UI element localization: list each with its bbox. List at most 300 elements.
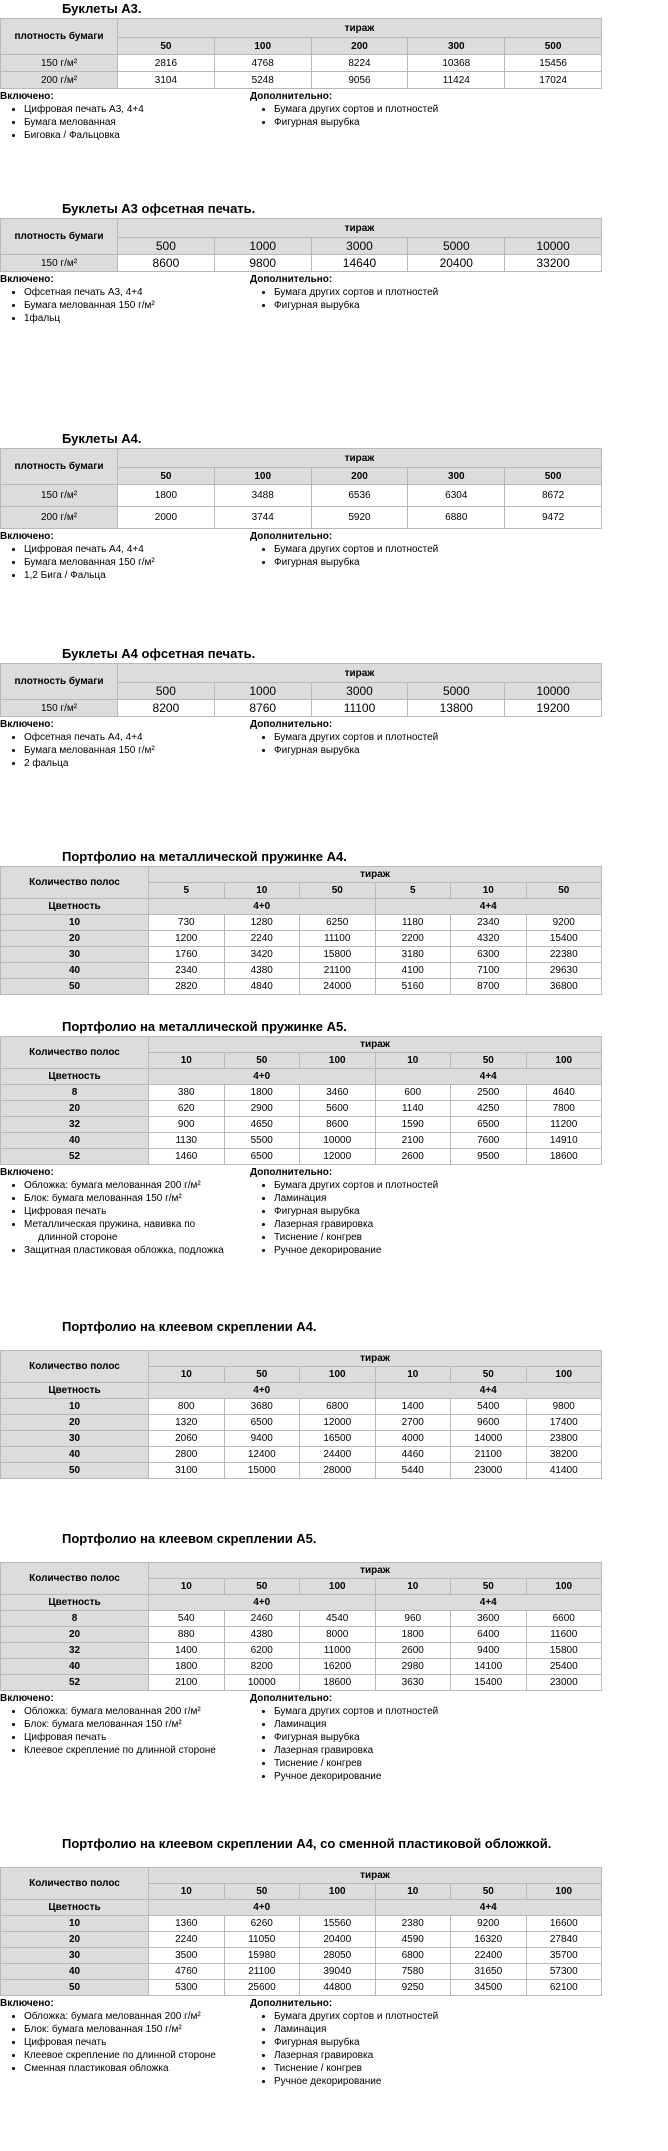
additional-heading: Дополнительно: [250,91,333,102]
price-cell: 2240 [149,1932,225,1948]
tirazh-value: 100 [300,1579,376,1595]
price-cell: 41400 [526,1463,602,1479]
row-label: 20 [1,1101,149,1117]
price-cell: 6536 [311,485,408,507]
tirazh-header: тираж [149,1351,602,1367]
price-cell: 1800 [149,1659,225,1675]
options-block [0,1997,602,2088]
price-cell: 11200 [526,1117,602,1133]
price-cell: 6400 [451,1627,527,1643]
row-label: 20 [1,931,149,947]
price-cell: 15456 [505,55,602,72]
additional-heading: Дополнительно: [250,274,333,285]
included-heading: Включено: [0,274,54,285]
list-item: • Клеевое скрепление по длинной стороне [24,2049,250,2062]
price-cell: 6500 [451,1117,527,1133]
tirazh-value: 100 [300,1367,376,1383]
price-cell: 1130 [149,1133,225,1149]
section-title: Портфолио на металлической пружинке А4. [62,849,347,864]
table-row [1,1085,602,1101]
row-label: 40 [1,1659,149,1675]
price-cell: 4760 [149,1964,225,1980]
price-cell: 44800 [300,1980,376,1996]
price-cell: 2380 [375,1916,451,1932]
price-cell: 9250 [375,1980,451,1996]
price-cell: 20400 [300,1932,376,1948]
tirazh-value: 10 [375,1053,451,1069]
price-cell: 6250 [300,915,376,931]
tirazh-value: 10 [149,1579,225,1595]
section-portfolio-glue-a4-plastic [0,1835,602,2088]
price-cell: 3100 [149,1463,225,1479]
price-cell: 27840 [526,1932,602,1948]
price-cell: 6600 [526,1611,602,1627]
price-cell: 4840 [224,979,300,995]
price-cell: 10000 [224,1675,300,1691]
tirazh-value: 50 [224,1884,300,1900]
price-cell: 900 [149,1117,225,1133]
price-cell: 11050 [224,1932,300,1948]
price-cell: 4540 [300,1611,376,1627]
color-4-0: 4+0 [149,1595,376,1611]
section-title: Буклеты А4 офсетная печать. [62,646,256,661]
price-cell: 540 [149,1611,225,1627]
price-cell: 2340 [451,915,527,931]
color-4-4: 4+4 [375,1900,602,1916]
density-header: плотность бумаги [1,219,118,255]
density-header: плотность бумаги [1,19,118,55]
tirazh-value: 100 [526,1053,602,1069]
options-block [0,1166,602,1257]
price-cell: 2460 [224,1611,300,1627]
price-cell: 9400 [451,1643,527,1659]
price-cell: 9200 [526,915,602,931]
additional-heading: Дополнительно: [250,1998,333,2009]
tirazh-value: 500 [505,468,602,485]
price-cell: 15560 [300,1916,376,1932]
price-cell: 600 [375,1085,451,1101]
price-cell: 3744 [214,507,311,529]
row-label: 32 [1,1643,149,1659]
price-cell: 21100 [224,1964,300,1980]
price-cell: 3420 [224,947,300,963]
options-block [0,90,602,142]
price-cell: 34500 [451,1980,527,1996]
list-item: • Обложка: бумага мелованная 200 г/м² [24,1705,250,1718]
table-row [1,1399,602,1415]
price-cell: 28050 [300,1948,376,1964]
row-label: 40 [1,1133,149,1149]
list-item: • Ручное декорирование [274,2075,550,2088]
list-item: • Цифровая печать [24,2036,250,2049]
list-item: • Бумага других сортов и плотностей [274,543,550,556]
price-cell: 6304 [408,485,505,507]
price-cell: 1320 [149,1415,225,1431]
price-cell: 5920 [311,507,408,529]
list-item: • Лазерная гравировка [274,2049,550,2062]
price-cell: 39040 [300,1964,376,1980]
price-cell: 12000 [300,1149,376,1165]
tirazh-value: 300 [408,38,505,55]
price-cell: 29630 [526,963,602,979]
tirazh-value: 200 [311,38,408,55]
price-cell: 4000 [375,1431,451,1447]
additional-heading: Дополнительно: [250,1693,333,1704]
tirazh-value: 5000 [408,683,505,700]
table-row [1,1447,602,1463]
tirazh-value: 10 [224,883,300,899]
tirazh-value: 50 [118,468,215,485]
list-item: • Лазерная гравировка [274,1744,550,1757]
price-cell: 19200 [505,700,602,717]
section-title: Портфолио на клеевом скреплении А4, со сменной пластиковой обложкой. [62,1836,552,1851]
included-heading: Включено: [0,531,54,542]
table-row [1,1980,602,1996]
price-cell: 10368 [408,55,505,72]
tirazh-header: тираж [149,867,602,883]
price-table [0,1036,602,1165]
row-label: 20 [1,1627,149,1643]
price-cell: 2100 [149,1675,225,1691]
price-cell: 23800 [526,1431,602,1447]
list-item: • Бумага мелованная [24,116,250,129]
price-cell: 6800 [375,1948,451,1964]
color-4-4: 4+4 [375,1383,602,1399]
price-cell: 3460 [300,1085,376,1101]
included-heading: Включено: [0,1167,54,1178]
table-row [1,55,602,72]
tirazh-value: 10 [375,1884,451,1900]
price-table [0,1350,602,1479]
price-cell: 4640 [526,1085,602,1101]
price-cell: 6300 [451,947,527,963]
price-table [0,866,602,995]
row-label: 40 [1,1447,149,1463]
price-cell: 15980 [224,1948,300,1964]
tirazh-value: 500 [118,238,215,255]
price-cell: 1140 [375,1101,451,1117]
table-row [1,72,602,89]
table-row [1,1675,602,1691]
color-header: Цветность [1,1383,149,1399]
color-4-4: 4+4 [375,1069,602,1085]
list-item: • Фигурная вырубка [274,299,550,312]
price-cell: 1590 [375,1117,451,1133]
color-4-0: 4+0 [149,1069,376,1085]
price-table [0,1867,602,1996]
row-label: 50 [1,1463,149,1479]
price-cell: 4768 [214,55,311,72]
price-cell: 8760 [214,700,311,717]
price-cell: 14910 [526,1133,602,1149]
list-item: • Обложка: бумага мелованная 200 г/м² [24,2010,250,2023]
table-row [1,1916,602,1932]
row-label: 10 [1,1916,149,1932]
price-cell: 11424 [408,72,505,89]
price-cell: 15400 [451,1675,527,1691]
price-cell: 1200 [149,931,225,947]
row-label: 52 [1,1675,149,1691]
price-cell: 9800 [214,255,311,272]
tirazh-value: 10 [451,883,527,899]
price-cell: 4650 [224,1117,300,1133]
tirazh-header: тираж [118,219,602,238]
tirazh-value: 100 [300,1053,376,1069]
list-item: • Блок: бумага мелованная 150 г/м² [24,1718,250,1731]
price-cell: 13800 [408,700,505,717]
color-4-4: 4+4 [375,899,602,915]
table-row [1,979,602,995]
price-cell: 35700 [526,1948,602,1964]
tirazh-value: 100 [214,468,311,485]
tirazh-header: тираж [149,1868,602,1884]
price-cell: 7600 [451,1133,527,1149]
list-item: • Фигурная вырубка [274,744,550,757]
section-title: Буклеты А4. [62,431,142,446]
list-item: • Фигурная вырубка [274,116,550,129]
price-cell: 2500 [451,1085,527,1101]
price-cell: 18600 [526,1149,602,1165]
tirazh-header: тираж [118,449,602,468]
list-item: • Цифровая печать [24,1205,250,1218]
tirazh-value: 300 [408,468,505,485]
table-row [1,1643,602,1659]
price-cell: 6500 [224,1415,300,1431]
list-item: • Обложка: бумага мелованная 200 г/м² [24,1179,250,1192]
price-cell: 3680 [224,1399,300,1415]
table-row [1,1932,602,1948]
price-cell: 1280 [224,915,300,931]
section-title: Буклеты А3 офсетная печать. [62,201,256,216]
row-label: 150 г/м² [1,700,118,717]
table-row [1,1659,602,1675]
tirazh-value: 10 [149,1884,225,1900]
section-title: Портфолио на металлической пружинке А5. [62,1019,347,1034]
tirazh-value: 10 [375,1367,451,1383]
row-label: 20 [1,1415,149,1431]
section-title: Портфолио на клеевом скреплении А4. [62,1319,317,1334]
price-table [0,18,602,89]
list-item: • Клеевое скрепление по длинной стороне [24,1744,250,1757]
price-cell: 380 [149,1085,225,1101]
price-cell: 8200 [224,1659,300,1675]
table-row [1,507,602,529]
price-cell: 33200 [505,255,602,272]
tirazh-value: 500 [505,38,602,55]
price-cell: 2340 [149,963,225,979]
price-cell: 36800 [526,979,602,995]
row-label: 10 [1,915,149,931]
list-item: • Блок: бумага мелованная 150 г/м² [24,2023,250,2036]
price-table [0,448,602,529]
list-item: • Металлическая пружина, навивка по [24,1218,250,1231]
price-cell: 2816 [118,55,215,72]
price-cell: 2600 [375,1149,451,1165]
price-cell: 15000 [224,1463,300,1479]
price-cell: 11100 [311,700,408,717]
tirazh-value: 10 [149,1367,225,1383]
table-row [1,485,602,507]
price-cell: 3600 [451,1611,527,1627]
table-row [1,1133,602,1149]
price-cell: 16320 [451,1932,527,1948]
table-row [1,1149,602,1165]
table-row [1,931,602,947]
list-item: • Цифровая печать [24,1731,250,1744]
price-cell: 4250 [451,1101,527,1117]
price-cell: 5500 [224,1133,300,1149]
color-4-0: 4+0 [149,1900,376,1916]
row-label: 8 [1,1611,149,1627]
price-cell: 8000 [300,1627,376,1643]
price-table [0,218,602,272]
price-cell: 23000 [526,1675,602,1691]
tirazh-value: 50 [451,1367,527,1383]
list-item: • Ручное декорирование [274,1244,550,1257]
tirazh-value: 1000 [214,238,311,255]
price-cell: 620 [149,1101,225,1117]
list-item: • Тиснение / конгрев [274,1231,550,1244]
color-header: Цветность [1,899,149,915]
list-item: • Бумага мелованная 150 г/м² [24,299,250,312]
price-cell: 2700 [375,1415,451,1431]
list-item: • Блок: бумага мелованная 150 г/м² [24,1192,250,1205]
tirazh-value: 50 [451,1884,527,1900]
section-booklet-a4-offset [0,645,602,770]
price-cell: 9600 [451,1415,527,1431]
color-header: Цветность [1,1069,149,1085]
tirazh-value: 50 [451,1053,527,1069]
table-row [1,1463,602,1479]
row-label: 150 г/м² [1,55,118,72]
price-cell: 7100 [451,963,527,979]
price-cell: 9400 [224,1431,300,1447]
list-item: • Тиснение / конгрев [274,1757,550,1770]
tirazh-value: 100 [526,1884,602,1900]
list-item: • Цифровая печать А3, 4+4 [24,103,250,116]
tirazh-value: 50 [300,883,376,899]
list-item: • Фигурная вырубка [274,1731,550,1744]
price-cell: 11000 [300,1643,376,1659]
price-cell: 2100 [375,1133,451,1149]
count-header: Количество полос [1,1868,149,1900]
list-item: • Ручное декорирование [274,1770,550,1783]
row-label: 200 г/м² [1,507,118,529]
price-cell: 1460 [149,1149,225,1165]
price-cell: 14000 [451,1431,527,1447]
price-cell: 11100 [300,931,376,947]
table-row [1,1431,602,1447]
price-cell: 4590 [375,1932,451,1948]
list-item: • Фигурная вырубка [274,2036,550,2049]
list-item: • 1,2 Бига / Фальца [24,569,250,582]
included-heading: Включено: [0,1998,54,2009]
list-item: • Офсетная печать А3, 4+4 [24,286,250,299]
additional-heading: Дополнительно: [250,1167,333,1178]
price-cell: 2240 [224,931,300,947]
list-item: • Биговка / Фальцовка [24,129,250,142]
row-label: 50 [1,1980,149,1996]
price-cell: 4380 [224,1627,300,1643]
price-cell: 8700 [451,979,527,995]
price-cell: 6500 [224,1149,300,1165]
list-item: • Тиснение / конгрев [274,2062,550,2075]
row-label: 150 г/м² [1,485,118,507]
tirazh-value: 1000 [214,683,311,700]
price-cell: 2900 [224,1101,300,1117]
price-cell: 20400 [408,255,505,272]
section-portfolio-glue-a5 [0,1530,602,1783]
included-heading: Включено: [0,719,54,730]
price-cell: 4320 [451,931,527,947]
tirazh-value: 50 [118,38,215,55]
tirazh-value: 50 [224,1579,300,1595]
options-block [0,273,602,325]
price-cell: 6800 [300,1399,376,1415]
price-cell: 1400 [375,1399,451,1415]
section-booklet-a3 [0,0,602,142]
price-cell: 18600 [300,1675,376,1691]
price-cell: 24000 [300,979,376,995]
price-cell: 4380 [224,963,300,979]
price-cell: 4100 [375,963,451,979]
price-cell: 1180 [375,915,451,931]
price-cell: 2800 [149,1447,225,1463]
list-item: • Ламинация [274,1718,550,1731]
price-cell: 21100 [451,1447,527,1463]
price-cell: 2820 [149,979,225,995]
tirazh-header: тираж [149,1563,602,1579]
price-cell: 8600 [118,255,215,272]
count-header: Количество полос [1,1351,149,1383]
price-cell: 8600 [300,1117,376,1133]
price-cell: 17400 [526,1415,602,1431]
tirazh-value: 50 [526,883,602,899]
price-cell: 5600 [300,1101,376,1117]
row-label: 20 [1,1932,149,1948]
price-cell: 16500 [300,1431,376,1447]
tirazh-value: 50 [224,1053,300,1069]
price-cell: 9800 [526,1399,602,1415]
price-cell: 9056 [311,72,408,89]
price-cell: 880 [149,1627,225,1643]
price-cell: 12400 [224,1447,300,1463]
price-cell: 31650 [451,1964,527,1980]
price-cell: 12000 [300,1415,376,1431]
price-cell: 3500 [149,1948,225,1964]
price-cell: 28000 [300,1463,376,1479]
count-header: Количество полос [1,1563,149,1595]
price-cell: 38200 [526,1447,602,1463]
table-row [1,1415,602,1431]
price-cell: 62100 [526,1980,602,1996]
density-header: плотность бумаги [1,449,118,485]
list-item: • Лазерная гравировка [274,1218,550,1231]
row-label: 8 [1,1085,149,1101]
price-cell: 3104 [118,72,215,89]
color-4-0: 4+0 [149,1383,376,1399]
table-row [1,947,602,963]
price-cell: 6200 [224,1643,300,1659]
table-row [1,1627,602,1643]
row-label: 150 г/м² [1,255,118,272]
section-booklet-a4 [0,430,602,582]
list-item-continuation: длинной стороне [38,1232,118,1243]
list-item: • Цифровая печать А4, 4+4 [24,543,250,556]
additional-heading: Дополнительно: [250,719,333,730]
additional-heading: Дополнительно: [250,531,333,542]
tirazh-value: 10 [375,1579,451,1595]
